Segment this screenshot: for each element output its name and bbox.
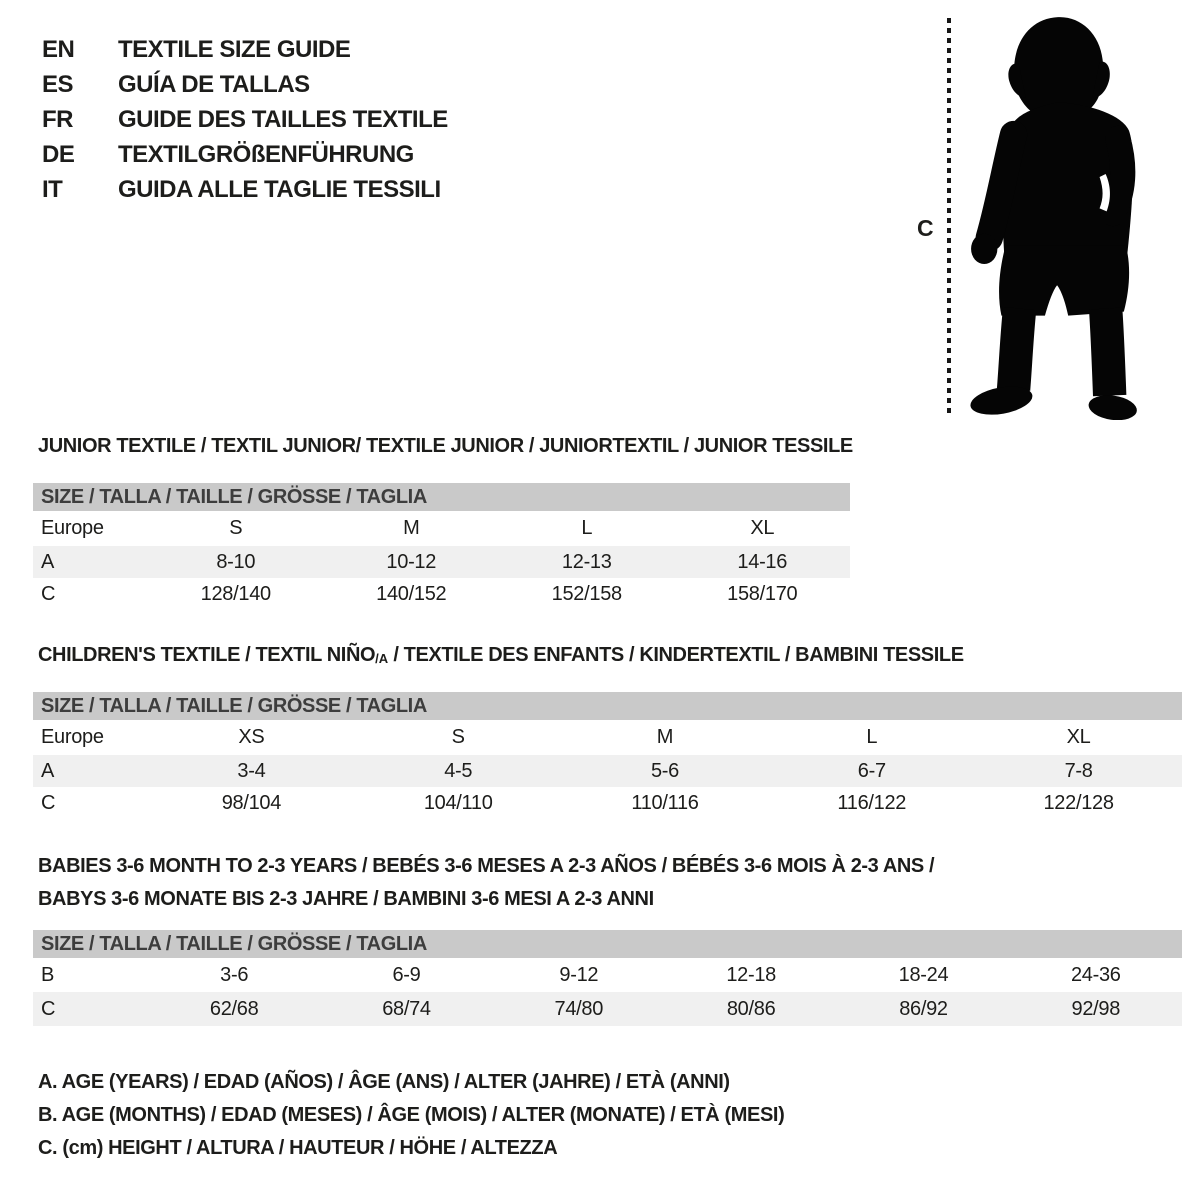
height-dashed-line-icon xyxy=(947,18,951,416)
height-cell: 122/128 xyxy=(1043,791,1114,814)
table-row xyxy=(33,546,850,578)
age-cell: 10-12 xyxy=(386,550,437,573)
size-header-bar: SIZE / TALLA / TAILLE / GRÖSSE / TAGLIA xyxy=(33,483,850,511)
height-cell: 80/86 xyxy=(726,997,776,1020)
row-label: C xyxy=(41,791,56,814)
legend-line-c: C. (cm) HEIGHT / ALTURA / HAUTEUR / HÖHE / ALTEZZA xyxy=(38,1137,558,1159)
row-label: C xyxy=(41,582,56,605)
junior-textile-section xyxy=(33,434,853,610)
lang-title: GUIDA ALLE TAGLIE TESSILI xyxy=(118,176,441,203)
row-label: A xyxy=(41,759,55,782)
height-cell: 128/140 xyxy=(200,582,271,605)
height-cell: 104/110 xyxy=(423,791,493,814)
months-cell: 18-24 xyxy=(898,963,949,986)
table-row xyxy=(33,578,850,610)
months-cell: 6-9 xyxy=(392,963,421,986)
age-cell: 14-16 xyxy=(737,550,788,573)
age-cell: 12-13 xyxy=(561,550,612,573)
lang-row-it xyxy=(42,172,448,207)
size-cell: XL xyxy=(1066,726,1091,748)
size-cell: L xyxy=(581,517,593,539)
row-label: C xyxy=(41,997,56,1020)
legend xyxy=(38,1066,784,1165)
height-cell: 86/92 xyxy=(899,997,948,1020)
size-cell: XS xyxy=(238,726,265,748)
size-cell: M xyxy=(403,517,420,539)
table-row xyxy=(33,511,850,546)
children-table-title xyxy=(38,643,1182,669)
children-title-rest: / TEXTILE DES ENFANTS / KINDERTEXTIL / BAMBINI TESSILE xyxy=(388,644,964,666)
table-row xyxy=(33,787,1182,819)
height-cell: 152/158 xyxy=(551,582,622,605)
lang-code: EN xyxy=(42,36,75,63)
height-cell: 110/116 xyxy=(631,791,699,814)
junior-table-title: JUNIOR TEXTILE / TEXTIL JUNIOR/ TEXTILE JUNIOR / JUNIORTEXTIL / JUNIOR TESSILE xyxy=(38,435,853,457)
children-title-sub: /A xyxy=(375,651,389,666)
lang-code: IT xyxy=(42,176,63,203)
lang-row-de xyxy=(42,137,448,172)
lang-row-es xyxy=(42,67,448,102)
months-cell: 12-18 xyxy=(726,963,776,986)
lang-code: FR xyxy=(42,106,73,133)
size-cell: M xyxy=(656,726,674,748)
row-label: Europe xyxy=(41,517,104,539)
height-cell: 92/98 xyxy=(1071,997,1121,1020)
toddler-silhouette-icon xyxy=(965,15,1137,420)
height-cell: 116/122 xyxy=(837,791,907,814)
height-cell: 140/152 xyxy=(376,582,447,605)
height-measure-figure xyxy=(915,15,1155,423)
height-cell: 74/80 xyxy=(554,997,604,1020)
lang-code: DE xyxy=(42,141,75,168)
babies-table-title xyxy=(33,850,1182,916)
height-cell: 98/104 xyxy=(221,791,282,814)
table-row xyxy=(33,992,1182,1026)
language-header xyxy=(42,32,448,207)
age-cell: 7-8 xyxy=(1064,759,1093,782)
legend-line-a: A. AGE (YEARS) / EDAD (AÑOS) / ÂGE (ANS) / ALTER (JAHRE) / ETÀ (ANNI) xyxy=(38,1071,730,1093)
table-row xyxy=(33,755,1182,787)
row-label: A xyxy=(41,550,55,573)
table-row xyxy=(33,958,1182,992)
lang-title: TEXTILGRÖßENFÜHRUNG xyxy=(118,141,414,168)
age-cell: 8-10 xyxy=(216,550,256,573)
age-cell: 4-5 xyxy=(444,759,473,782)
months-cell: 9-12 xyxy=(559,963,599,986)
height-cell: 62/68 xyxy=(209,997,259,1020)
lang-code: ES xyxy=(42,71,74,98)
height-measure-label: C xyxy=(917,215,934,241)
lang-title: TEXTILE SIZE GUIDE xyxy=(118,36,351,63)
lang-row-en xyxy=(42,32,448,67)
months-cell: 3-6 xyxy=(220,963,249,986)
table-row xyxy=(33,720,1182,755)
age-cell: 3-4 xyxy=(237,759,266,782)
size-cell: S xyxy=(451,726,465,748)
size-header-bar: SIZE / TALLA / TAILLE / GRÖSSE / TAGLIA xyxy=(33,930,1182,958)
age-cell: 6-7 xyxy=(857,759,886,782)
row-label: B xyxy=(41,963,55,986)
height-cell: 68/74 xyxy=(382,997,431,1020)
row-label: Europe xyxy=(41,726,104,748)
babies-textile-section xyxy=(33,850,1182,1026)
legend-line-b: B. AGE (MONTHS) / EDAD (MESES) / ÂGE (MOIS) / ALTER (MONATE) / ETÀ (MESI) xyxy=(38,1104,785,1126)
height-cell: 158/170 xyxy=(727,582,798,605)
size-cell: XL xyxy=(750,517,775,539)
size-cell: L xyxy=(866,726,878,748)
babies-title-line2: BABYS 3-6 MONATE BIS 2-3 JAHRE / BAMBINI 3-6 MESI A 2-3 ANNI xyxy=(38,888,654,910)
children-title-main: CHILDREN'S TEXTILE / TEXTIL NIÑO xyxy=(38,644,376,666)
size-cell: S xyxy=(229,517,243,539)
lang-row-fr xyxy=(42,102,448,137)
children-textile-section xyxy=(33,643,1182,819)
age-cell: 5-6 xyxy=(650,759,679,782)
lang-title: GUÍA DE TALLAS xyxy=(118,71,310,98)
size-header-bar: SIZE / TALLA / TAILLE / GRÖSSE / TAGLIA xyxy=(33,692,1182,720)
lang-title: GUIDE DES TAILLES TEXTILE xyxy=(118,106,448,133)
babies-title-line1: BABIES 3-6 MONTH TO 2-3 YEARS / BEBÉS 3-6 MESES A 2-3 AÑOS / BÉBÉS 3-6 MOIS À 2-3 ANS / xyxy=(38,855,935,877)
months-cell: 24-36 xyxy=(1070,963,1121,986)
